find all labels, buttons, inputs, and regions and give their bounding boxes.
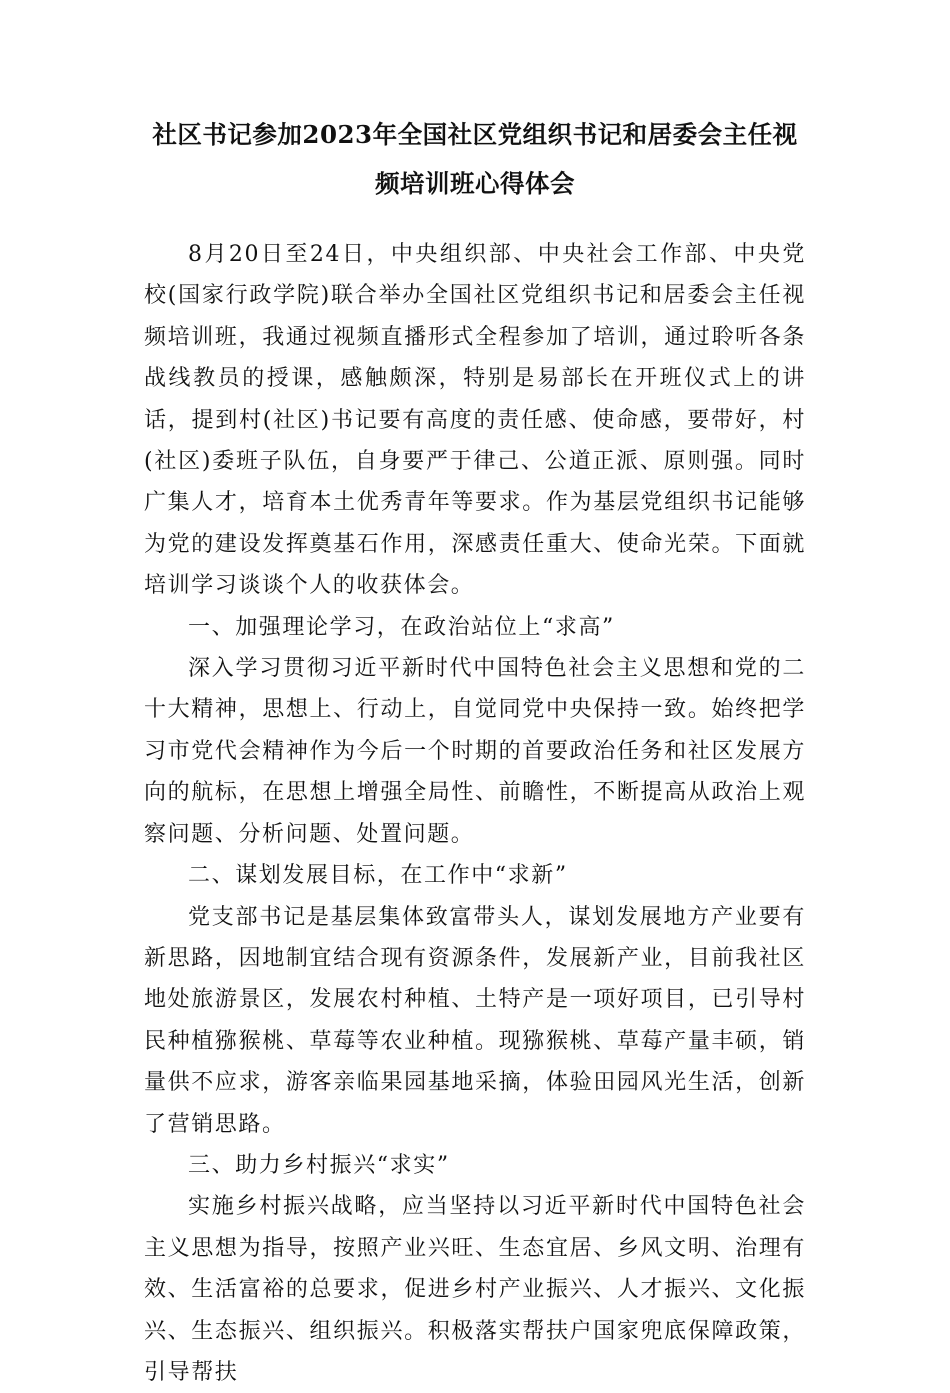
paragraph-section-3: 实施乡村振兴战略，应当坚持以习近平新时代中国特色社会主义思想为指导，按照产业兴旺、生态宜居、乡风文明、治理有效、生活富裕的总要求，促进乡村产业振兴、人才振兴、文化振兴、生态振兴、组织振兴。积极落实帮扶户国家兜底保障政策，引导帮扶 xyxy=(144,1194,806,1385)
document-body xyxy=(144,234,806,1393)
section-heading-3: 三、助力乡村振兴“求实” xyxy=(188,1152,450,1178)
paragraph-intro: 8月20日至24日，中央组织部、中央社会工作部、中央党校(国家行政学院)联合举办全国社区党组织书记和居委会主任视频培训班，我通过视频直播形式全程参加了培训，通过聆听各条战线教员的授课，感触颇深，特别是易部长在开班仪式上的讲话，提到村(社区)书记要有高度的责任感、使命感，要带好，村(社区)委班子队伍，自身要严于律己、公道正派、原则强。同时广集人才，培育本土优秀青年等要求。作为基层党组织书记能够为党的建设发挥奠基石作用，深感责任重大、使命光荣。下面就培训学习谈谈个人的收获体会。 xyxy=(144,242,806,599)
paragraph-section-1: 深入学习贯彻习近平新时代中国特色社会主义思想和党的二十大精神，思想上、行动上，自觉同党中央保持一致。始终把学习市党代会精神作为今后一个时期的首要政治任务和社区发展方向的航标，在思想上增强全局性、前瞻性，不断提高从政治上观察问题、分析问题、处置问题。 xyxy=(144,656,806,847)
document-title: 社区书记参加2023年全国社区党组织书记和居委会主任视频培训班心得体会 xyxy=(152,120,798,198)
paragraph-section-2: 党支部书记是基层集体致富带头人，谋划发展地方产业要有新思路，因地制宜结合现有资源条件，发展新产业，目前我社区地处旅游景区，发展农村种植、土特产是一项好项目，已引导村民种植猕猴桃、草莓等农业种植。现猕猴桃、草莓产量丰硕，销量供不应求，游客亲临果园基地采摘，体验田园风光生活，创新了营销思路。 xyxy=(144,904,806,1137)
section-heading-2: 二、谋划发展目标，在工作中“求新” xyxy=(188,863,568,889)
section-heading-1: 一、加强理论学习，在政治站位上“求高” xyxy=(188,614,615,640)
